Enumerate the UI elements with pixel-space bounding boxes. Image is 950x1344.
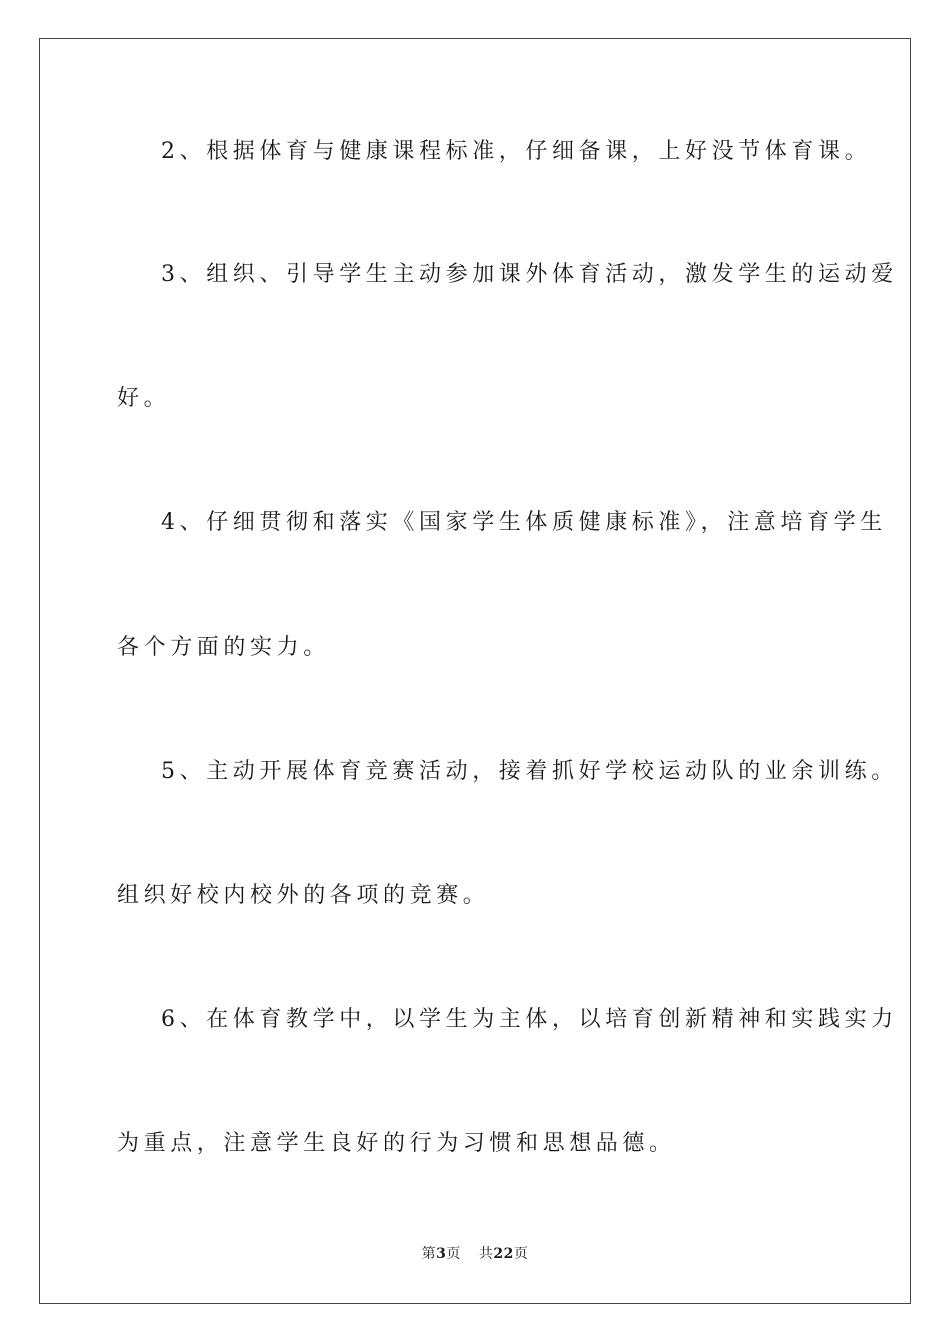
total-suffix: 页 [513, 1246, 529, 1262]
total-prefix: 共 [478, 1246, 494, 1262]
page-footer [0, 1244, 950, 1264]
paragraph-line-item-4-cont: 各个方面的实力。 [117, 635, 330, 660]
page-suffix: 页 [446, 1246, 461, 1262]
paragraph-line-item-5: 5、主动开展体育竞赛活动，接着抓好学校运动队的业余训练。 [161, 759, 898, 784]
page-prefix: 第 [421, 1246, 437, 1262]
total-page-count: 22 [493, 1246, 514, 1262]
page-border [39, 38, 911, 1304]
current-page-number: 3 [436, 1246, 447, 1262]
paragraph-line-item-2: 2、根据体育与健康课程标准，仔细备课，上好没节体育课。 [161, 139, 872, 164]
paragraph-line-item-3-cont: 好。 [117, 386, 171, 411]
paragraph-line-item-3: 3、组织、引导学生主动参加课外体育活动，激发学生的运动爱 [161, 262, 898, 287]
paragraph-line-item-5-cont: 组织好校内校外的各项的竞赛。 [117, 883, 490, 908]
paragraph-line-item-4: 4、仔细贯彻和落实《国家学生体质健康标准》，注意培育学生 [161, 510, 887, 535]
paragraph-line-item-6: 6、在体育教学中，以学生为主体，以培育创新精神和实践实力 [161, 1007, 898, 1032]
paragraph-line-item-6-cont: 为重点，注意学生良好的行为习惯和思想品德。 [117, 1131, 676, 1156]
